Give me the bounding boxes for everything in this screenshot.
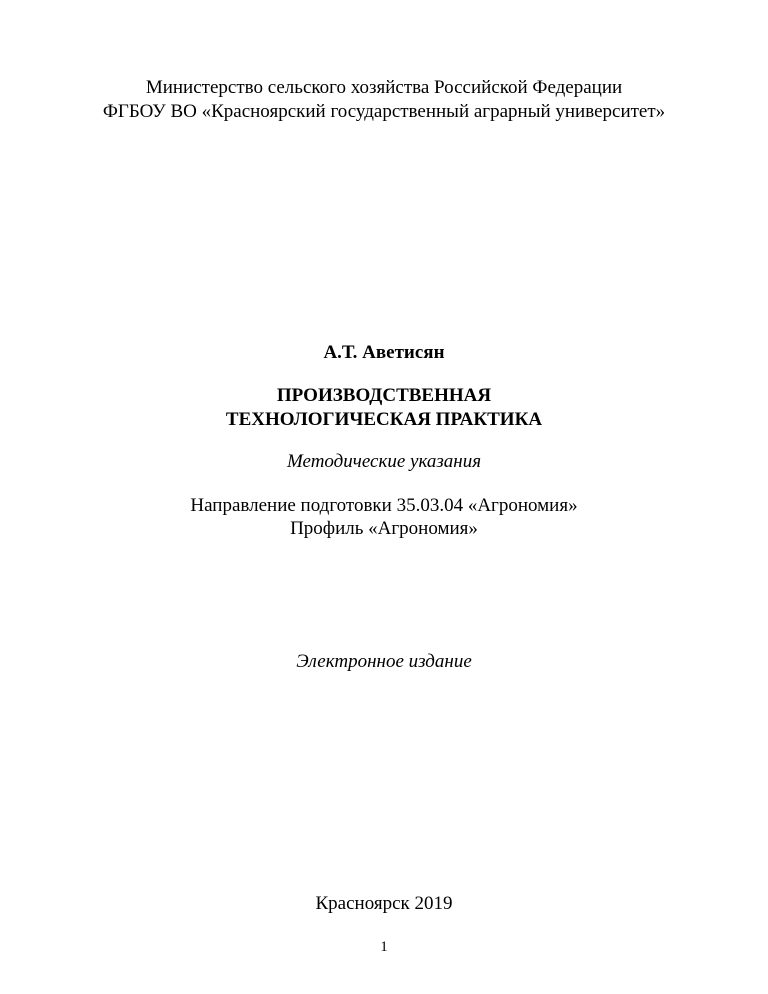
edition-type: Электронное издание — [296, 651, 472, 672]
study-profile: Профиль «Агрономия» — [290, 518, 478, 539]
author-name: А.Т. Аветисян — [323, 342, 445, 363]
city-year: Красноярск 2019 — [315, 893, 453, 914]
university-line: ФГБОУ ВО «Красноярский государственный аграрный университет» — [102, 101, 666, 122]
document-type: Методические указания — [286, 451, 482, 472]
ministry-line: Министерство сельского хозяйства Российской Федерации — [145, 77, 623, 98]
page-number: 1 — [380, 939, 388, 955]
title-line-1: ПРОИЗВОДСТВЕННАЯ — [276, 385, 492, 406]
title-line-2: ТЕХНОЛОГИЧЕСКАЯ ПРАКТИКА — [225, 409, 543, 430]
study-direction: Направление подготовки 35.03.04 «Агрономия» — [190, 495, 578, 516]
